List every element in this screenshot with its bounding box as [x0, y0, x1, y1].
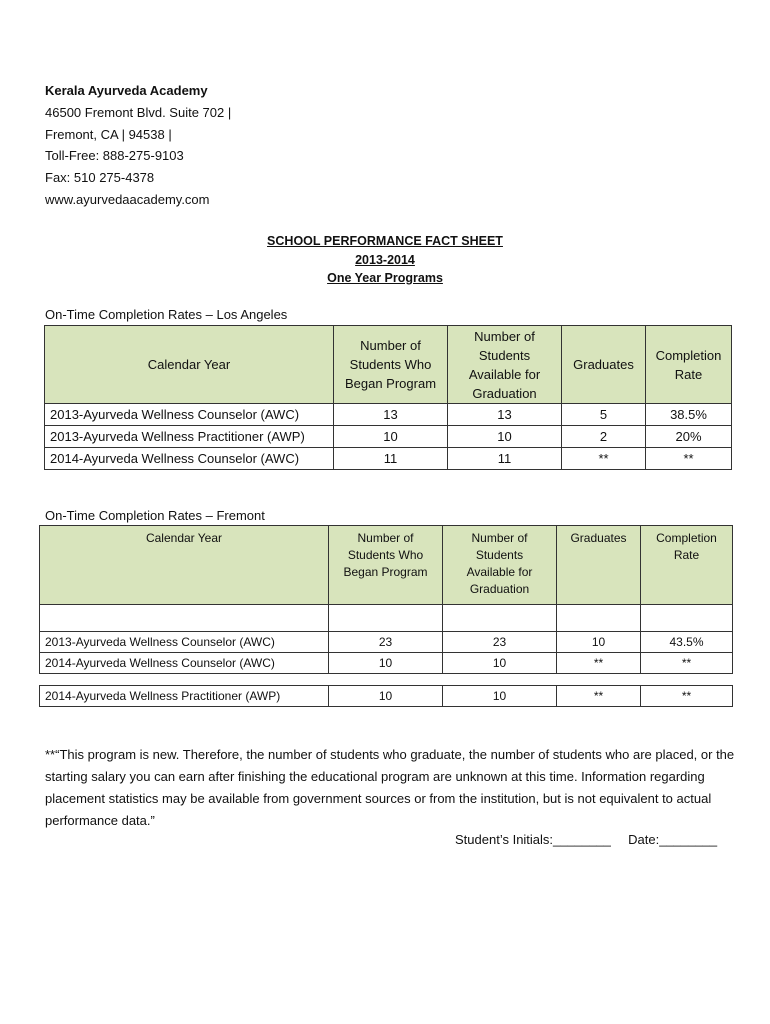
- la-completion-table: [44, 325, 732, 470]
- row-gap: [40, 674, 733, 686]
- available-cell: 13: [448, 404, 562, 426]
- rate-cell: **: [641, 686, 733, 707]
- website: www.ayurvedaacademy.com: [45, 191, 210, 207]
- header-students-began: Number of Students Who Began Program: [334, 326, 448, 404]
- graduates-cell: **: [562, 448, 646, 470]
- toll-free-number: Toll-Free: 888-275-9103: [45, 148, 184, 164]
- available-cell: 11: [448, 448, 562, 470]
- graduates-cell: 5: [562, 404, 646, 426]
- graduates-cell: **: [557, 686, 641, 707]
- la-table-caption: On-Time Completion Rates – Los Angeles: [45, 307, 288, 322]
- program-cell: 2014-Ayurveda Wellness Counselor (AWC): [45, 448, 334, 470]
- program-cell: 2014-Ayurveda Wellness Practitioner (AWP): [40, 686, 329, 707]
- document-titles: [0, 232, 770, 288]
- signature-line: [455, 832, 717, 847]
- address-line-1: 46500 Fremont Blvd. Suite 702 |: [45, 104, 232, 120]
- program-cell: 2013-Ayurveda Wellness Practitioner (AWP): [45, 426, 334, 448]
- footnote: **“This program is new. Therefore, the number of students who graduate, the number of students who are placed, or the starting salary you can earn after finishing the educational program are unknown at this time. Information regarding placement statistics may be available from government sources or from the institution, but is not equivalent to actual performance data.”: [45, 747, 735, 828]
- header-students-available: Number of Students Available for Graduation: [448, 326, 562, 404]
- table-row: [40, 686, 733, 707]
- header-calendar-year: Calendar Year: [40, 526, 329, 605]
- header-students-began: Number of Students Who Began Program: [329, 526, 443, 605]
- date-field[interactable]: Date:________: [628, 832, 718, 847]
- table-row: [40, 653, 733, 674]
- program-cell: 2014-Ayurveda Wellness Counselor (AWC): [40, 653, 329, 674]
- table-header-row: [45, 326, 732, 404]
- began-cell: 10: [329, 686, 443, 707]
- began-cell: 23: [329, 632, 443, 653]
- header-completion-rate: Completion Rate: [641, 526, 733, 605]
- graduates-cell: 10: [557, 632, 641, 653]
- program-cell: 2013-Ayurveda Wellness Counselor (AWC): [40, 632, 329, 653]
- table-row: [45, 404, 732, 426]
- rate-cell: 20%: [646, 426, 732, 448]
- table-row: [45, 426, 732, 448]
- table-row: [45, 448, 732, 470]
- graduates-cell: 2: [562, 426, 646, 448]
- program-cell: 2013-Ayurveda Wellness Counselor (AWC): [45, 404, 334, 426]
- header-students-available: Number of Students Available for Graduation: [443, 526, 557, 605]
- school-address: [45, 80, 231, 211]
- fremont-table-caption: On-Time Completion Rates – Fremont: [45, 508, 265, 523]
- address-line-2: Fremont, CA | 94538 |: [45, 126, 172, 142]
- available-cell: 10: [448, 426, 562, 448]
- available-cell: 23: [443, 632, 557, 653]
- header-graduates: Graduates: [562, 326, 646, 404]
- blank-row: [40, 605, 733, 632]
- began-cell: 11: [334, 448, 448, 470]
- began-cell: 13: [334, 404, 448, 426]
- header-calendar-year: Calendar Year: [45, 326, 334, 404]
- document-year: 2013-2014: [355, 252, 415, 267]
- available-cell: 10: [443, 653, 557, 674]
- header-graduates: Graduates: [557, 526, 641, 605]
- graduates-cell: **: [557, 653, 641, 674]
- school-name: Kerala Ayurveda Academy: [45, 83, 208, 98]
- document-title: SCHOOL PERFORMANCE FACT SHEET: [267, 234, 503, 248]
- fremont-completion-table: [39, 525, 733, 707]
- available-cell: 10: [443, 686, 557, 707]
- document-subtitle: One Year Programs: [327, 271, 443, 285]
- rate-cell: 38.5%: [646, 404, 732, 426]
- fax-number: Fax: 510 275-4378: [45, 170, 155, 186]
- table-row: [40, 632, 733, 653]
- table-header-row: [40, 526, 733, 605]
- began-cell: 10: [329, 653, 443, 674]
- rate-cell: 43.5%: [641, 632, 733, 653]
- header-completion-rate: Completion Rate: [646, 326, 732, 404]
- rate-cell: **: [641, 653, 733, 674]
- began-cell: 10: [334, 426, 448, 448]
- rate-cell: **: [646, 448, 732, 470]
- student-initials-field[interactable]: Student’s Initials:________: [455, 832, 611, 847]
